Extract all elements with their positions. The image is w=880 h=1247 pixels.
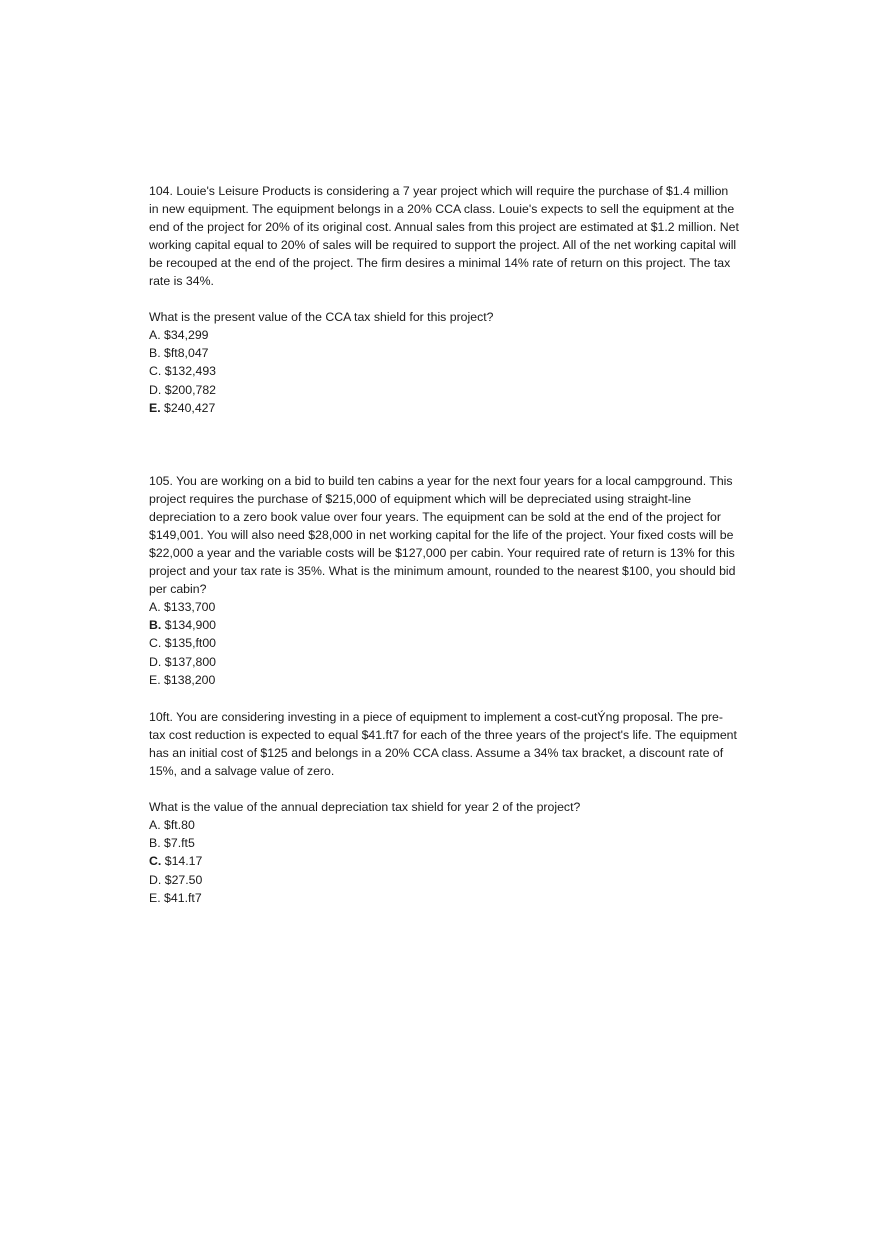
option-letter: B. (149, 836, 161, 851)
option-letter: C. (149, 636, 162, 651)
answer-option-d (149, 381, 739, 399)
option-text: $14.17 (164, 854, 203, 869)
option-text: $41.ft7 (164, 890, 202, 905)
answer-options (149, 816, 739, 907)
option-letter: D. (149, 654, 162, 669)
answer-option-c (149, 634, 739, 652)
option-text: $134,900 (164, 618, 217, 633)
option-letter: E. (149, 400, 161, 415)
option-letter: D. (149, 872, 162, 887)
option-letter: A. (149, 818, 161, 832)
answer-option-b (149, 834, 739, 852)
question-106 (149, 708, 739, 907)
answer-option-e-correct (149, 399, 739, 417)
option-letter: D. (149, 382, 162, 397)
option-text: $27.50 (164, 872, 203, 887)
answer-option-b (149, 344, 739, 362)
answer-option-a (149, 816, 739, 834)
answer-option-a (149, 326, 739, 344)
question-stem: 104. Louie's Leisure Products is considering a 7 year project which will require the purchase of $1.4 million in new equipment. The equipment belongs in a 20% CCA class. Louie's expects to sell the equipment at the end of the project for 20% of its original cost. Annual sales from this project are estimated at $1.2 million. Net working capital equal to 20% of sales will be required to support the project. All of the net working capital will be recouped at the end of the project. The firm desires a minimal 14% rate of return on this project. The tax rate is 34%. (149, 184, 739, 288)
answer-options (149, 598, 739, 689)
option-letter: E. (149, 890, 161, 905)
answer-option-c-correct (149, 852, 739, 870)
option-letter: E. (149, 672, 161, 687)
option-letter: A. (149, 600, 161, 614)
answer-option-a (149, 598, 739, 616)
answer-option-e (149, 889, 739, 907)
option-letter: A. (149, 328, 161, 342)
option-letter: C. (149, 364, 162, 379)
option-text: $137,800 (164, 654, 217, 669)
question-stem: 10ft. You are considering investing in a piece of equipment to implement a cost-cutÝng proposal. The pre-tax cost reduction is expected to equal $41.ft7 for each of the three years of the project's life. The equipment has an initial cost of $125 and belongs in a 20% CCA class. Assume a 34% tax bracket, a discount rate of 15%, and a salvage value of zero. (149, 710, 737, 778)
answer-option-d (149, 653, 739, 671)
option-letter: C. (149, 854, 162, 869)
answer-option-c (149, 362, 739, 380)
question-105 (149, 472, 739, 689)
option-text: $138,200 (164, 672, 216, 687)
spacer (149, 290, 739, 308)
option-text: $34,299 (164, 328, 209, 342)
option-text: $200,782 (164, 382, 217, 397)
answer-options (149, 326, 739, 417)
option-text: $240,427 (164, 400, 216, 415)
answer-option-e (149, 671, 739, 689)
option-text: $135,ft00 (164, 636, 217, 651)
question-prompt: What is the value of the annual depreciation tax shield for year 2 of the project? (149, 800, 581, 814)
option-letter: B. (149, 346, 161, 361)
answer-option-b-correct (149, 616, 739, 634)
option-text: $ft.80 (164, 818, 195, 832)
answer-option-d (149, 871, 739, 889)
question-104 (149, 182, 739, 417)
option-text: $7.ft5 (164, 836, 195, 851)
question-prompt: What is the present value of the CCA tax shield for this project? (149, 310, 494, 324)
option-text: $132,493 (164, 364, 217, 379)
option-letter: B. (149, 618, 162, 633)
spacer (149, 780, 739, 798)
question-stem: 105. You are working on a bid to build ten cabins a year for the next four years for a local campground. This project requires the purchase of $215,000 of equipment which will be depreciated using straight-line depreciation to a zero book value over four years. The equipment can be sold at the end of the project for $149,001. You will also need $28,000 in net working capital for the life of the project. Your fixed costs will be $22,000 a year and the variable costs will be $127,000 per cabin. Your required rate of return is 13% for this project and your tax rate is 35%. What is the minimum amount, rounded to the nearest $100, you should bid per cabin? (149, 474, 736, 596)
option-text: $ft8,047 (164, 346, 209, 361)
option-text: $133,700 (164, 600, 216, 614)
